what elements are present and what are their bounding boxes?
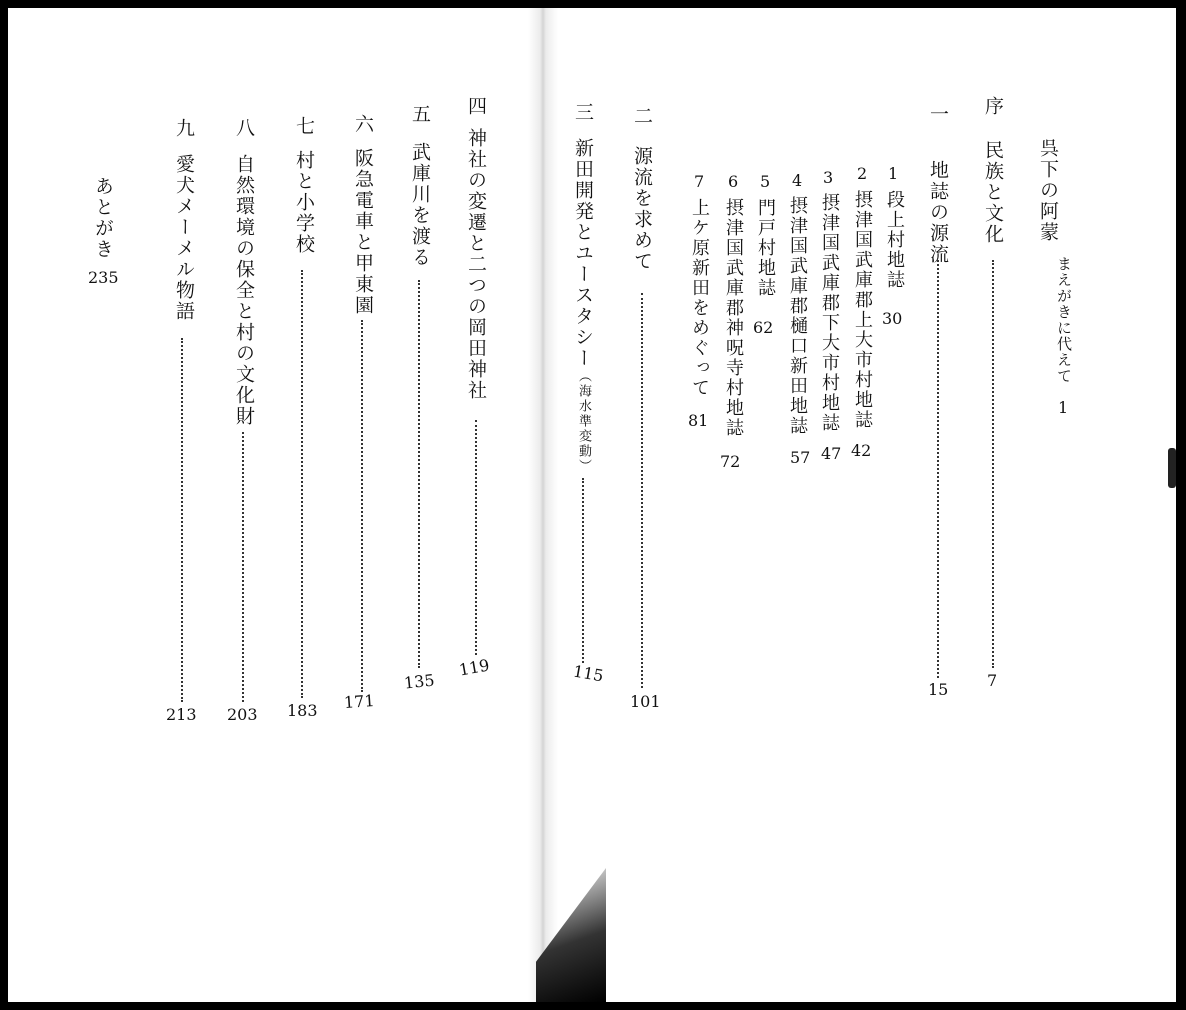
subsection-page: 30 (882, 309, 903, 328)
chapter-page: 15 (928, 680, 949, 699)
subsection-title: 摂津国武庫郡樋口新田地誌 (787, 196, 808, 436)
leader-dots (242, 432, 244, 702)
chapter-page: 101 (630, 692, 661, 711)
chapter-page: 203 (227, 705, 258, 724)
subsection-number: 5 (760, 172, 771, 191)
chapter-title-note: （海水準変動） (576, 369, 591, 474)
chapter-mark: 二 (631, 106, 653, 127)
chapter-page: 7 (987, 671, 998, 690)
chapter-mark: 四 (465, 96, 487, 117)
leader-dots (475, 420, 477, 655)
chapter-page: 135 (403, 670, 436, 693)
subsection-title: 摂津国武庫郡上大市村地誌 (852, 190, 873, 430)
subsection-number: 7 (694, 172, 705, 191)
chapter-title: 民族と文化 (982, 140, 1004, 245)
subsection-number: 3 (823, 168, 834, 187)
book-gutter (528, 8, 558, 1002)
book-spread (8, 8, 1176, 1002)
leader-dots (582, 478, 584, 663)
subsection-page: 62 (753, 318, 774, 337)
subsection-number: 6 (728, 172, 739, 191)
chapter-title: 武庫川を渡る (409, 142, 431, 268)
chapter-mark: 七 (293, 116, 315, 137)
leader-dots (641, 293, 643, 688)
chapter-title: 自然環境の保全と村の文化財 (233, 154, 255, 427)
chapter-title: 愛犬メーメル物語 (173, 154, 195, 322)
preface-subtitle: まえがきに代えて (1055, 256, 1073, 384)
chapter-page: 183 (287, 701, 318, 720)
afterword-page: 235 (88, 268, 119, 287)
subsection-page: 47 (821, 444, 842, 463)
leader-dots (992, 260, 994, 668)
chapter-title: 神社の変遷と二つの岡田神社 (465, 128, 487, 401)
page-edge-mark (1168, 448, 1176, 488)
subsection-number: 4 (792, 171, 803, 190)
chapter-mark: 八 (233, 118, 255, 139)
subsection-number: 2 (857, 164, 868, 183)
subsection-page: 42 (851, 441, 872, 460)
chapter-title: 地誌の源流 (927, 160, 949, 265)
chapter-mark: 九 (173, 118, 195, 139)
chapter-mark: 一 (927, 104, 949, 125)
subsection-title: 上ケ原新田をめぐって (689, 198, 710, 398)
chapter-mark: 六 (352, 114, 374, 135)
chapter-title (573, 138, 592, 474)
subsection-page: 81 (688, 411, 709, 430)
afterword-title: あとがき (92, 176, 114, 260)
subsection-page: 72 (720, 452, 741, 471)
chapter-page: 213 (166, 705, 197, 724)
leader-dots (361, 320, 363, 692)
chapter-title-text: 新田開発とユースタシー (572, 138, 594, 369)
chapter-page: 119 (457, 655, 491, 680)
chapter-mark: 五 (409, 104, 431, 125)
chapter-page: 171 (343, 690, 376, 713)
preface-title: 呉下の阿蒙 (1037, 138, 1059, 243)
leader-dots (181, 338, 183, 702)
chapter-mark: 序 (982, 96, 1004, 117)
leader-dots (418, 280, 420, 668)
subsection-title: 段上村地誌 (884, 190, 905, 290)
preface-page: 1 (1058, 398, 1069, 417)
chapter-title: 村と小学校 (293, 150, 315, 255)
subsection-title: 摂津国武庫郡神呪寺村地誌 (723, 198, 744, 438)
chapter-page: 115 (571, 661, 606, 686)
subsection-title: 門戸村地誌 (755, 198, 776, 298)
leader-dots (937, 260, 939, 678)
chapter-mark: 三 (572, 102, 594, 123)
subsection-title: 摂津国武庫郡下大市村地誌 (819, 193, 840, 433)
chapter-title: 阪急電車と甲東園 (352, 148, 374, 316)
subsection-page: 57 (790, 448, 811, 467)
chapter-title: 源流を求めて (631, 146, 653, 272)
leader-dots (301, 270, 303, 698)
subsection-number: 1 (888, 164, 899, 183)
